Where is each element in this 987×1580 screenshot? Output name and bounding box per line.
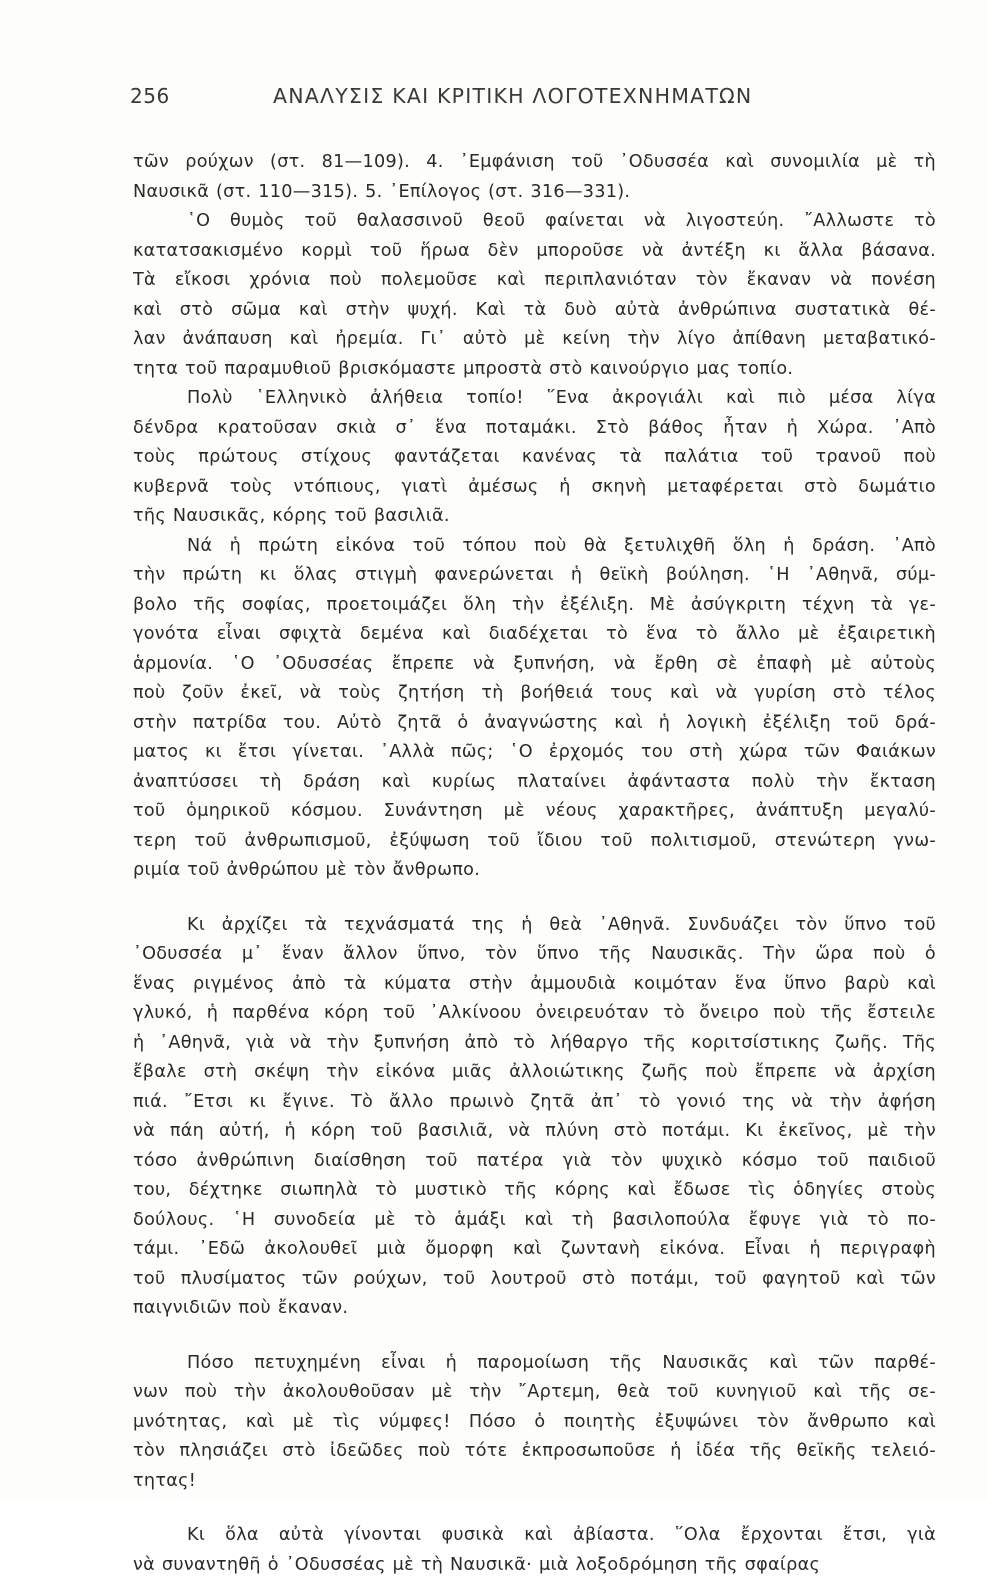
text-line: Ναυσικᾶ (στ. 110—315). 5. ᾿Επίλογος (στ. 316—331).	[133, 178, 936, 208]
text-line: ἡ ᾿Αθηνᾶ, γιὰ νὰ τὴν ξυπνήση ἀπὸ τὸ λήθαργο τῆς κοριτσίστικης ζωῆς. Τῆς	[133, 1029, 936, 1059]
body-text	[133, 148, 936, 1580]
text-line: Πόσο πετυχημένη εἶναι ἡ παρομοίωση τῆς Ναυσικᾶς καὶ τῶν παρθέ-	[133, 1349, 936, 1379]
text-line: τητα τοῦ παραμυθιοῦ βρισκόμαστε μπροστὰ στὸ καινούργιο μας τοπίο.	[133, 355, 936, 385]
text-line: ῾Ο θυμὸς τοῦ θαλασσινοῦ θεοῦ φαίνεται νὰ λιγοστεύη. ῎Αλλωστε τὸ	[133, 207, 936, 237]
paragraph	[133, 148, 936, 207]
paragraph	[133, 532, 936, 886]
text-line: τὸν πλησιάζει στὸ ἰδεῶδες ποὺ τότε ἐκπροσωποῦσε ἡ ἰδέα τῆς θεϊκῆς τελειό-	[133, 1437, 936, 1467]
text-line: Νά ἡ πρώτη εἰκόνα τοῦ τόπου ποὺ θὰ ξετυλιχθῆ ὅλη ἡ δράση. ᾿Απὸ	[133, 532, 936, 562]
text-line: ἕνας ριγμένος ἀπὸ τὰ κύματα στὴν ἀμμουδιὰ κοιμόταν ἕνα ὕπνο βαρὺ καὶ	[133, 970, 936, 1000]
text-line: ποὺ ζοῦν ἐκεῖ, νὰ τοὺς ζητήση τὴ βοήθειά τους καὶ νὰ γυρίση στὸ τέλος	[133, 679, 936, 709]
page-header	[130, 84, 800, 120]
text-line: γονότα εἶναι σφιχτὰ δεμένα καὶ διαδέχεται τὸ ἕνα τὸ ἄλλο μὲ ἐξαιρετικὴ	[133, 620, 936, 650]
text-line: λαν ἀνάπαυση καὶ ἠρεμία. Γι᾿ αὐτὸ μὲ κείνη τὴν λίγο ἀπίθανη μεταβατικό-	[133, 325, 936, 355]
paragraph	[133, 207, 936, 384]
text-line: ᾿Οδυσσέα μ᾿ ἕναν ἄλλον ὕπνο, τὸν ὕπνο τῆς Ναυσικᾶς. Τὴν ὥρα ποὺ ὁ	[133, 940, 936, 970]
text-line: πιά. ῎Ετσι κι ἔγινε. Τὸ ἄλλο πρωινὸ ζητᾶ ἀπ᾿ τὸ γονιό της νὰ τὴν ἀφήση	[133, 1088, 936, 1118]
text-line: ἔβαλε στὴ σκέψη τὴν εἰκόνα μιᾶς ἀλλοιώτικης ζωῆς ποὺ ἔπρεπε νὰ ἀρχίση	[133, 1058, 936, 1088]
text-line: ἁρμονία. ῾Ο ᾿Οδυσσέας ἔπρεπε νὰ ξυπνήση, νὰ ἔρθη σὲ ἐπαφὴ μὲ αὐτοὺς	[133, 650, 936, 680]
text-line: ἀναπτύσσει τὴ δράση καὶ κυρίως πλαταίνει ἀφάνταστα πολὺ τὴν ἔκταση	[133, 768, 936, 798]
text-line: τόσο ἀνθρώπινη διαίσθηση τοῦ πατέρα γιὰ τὸν ψυχικὸ κόσμο τοῦ παιδιοῦ	[133, 1147, 936, 1177]
paragraph	[133, 384, 936, 532]
text-line: Πολὺ ῾Ελληνικὸ ἀλήθεια τοπίο! ῞Ενα ἀκρογιάλι καὶ πιὸ μέσα λίγα	[133, 384, 936, 414]
paragraph	[133, 1521, 936, 1580]
running-title: ΑΝΑΛΥΣΙΣ ΚΑΙ ΚΡΙΤΙΚΗ ΛΟΓΟΤΕΧΝΗΜΑΤΩΝ	[273, 84, 752, 108]
text-line: δούλους. ῾Η συνοδεία μὲ τὸ ἁμάξι καὶ τὴ βασιλοπούλα ἔφυγε γιὰ τὸ πο-	[133, 1206, 936, 1236]
text-line: τῶν ρούχων (στ. 81—109). 4. ᾿Εμφάνιση τοῦ ᾿Οδυσσέα καὶ συνομιλία μὲ τὴ	[133, 148, 936, 178]
page-number: 256	[130, 84, 170, 108]
text-line: τῆς Ναυσικᾶς, κόρης τοῦ βασιλιᾶ.	[133, 502, 936, 532]
text-line: τάμι. ᾿Εδῶ ἀκολουθεῖ μιὰ ὄμορφη καὶ ζωντανὴ εἰκόνα. Εἶναι ἡ περιγραφὴ	[133, 1235, 936, 1265]
text-line: ματος κι ἔτσι γίνεται. ᾿Αλλὰ πῶς; ῾Ο ἐρχομός του στὴ χώρα τῶν Φαιάκων	[133, 738, 936, 768]
text-line: τητας!	[133, 1467, 936, 1497]
text-line: νων ποὺ τὴν ἀκολουθοῦσαν μὲ τὴν ῎Αρτεμη, θεὰ τοῦ κυνηγιοῦ καὶ τῆς σε-	[133, 1378, 936, 1408]
text-line: βολο τῆς σοφίας, προετοιμάζει ὅλη τὴν ἐξέλιξη. Μὲ ἀσύγκριτη τέχνη τὰ γε-	[133, 591, 936, 621]
text-line: του, δέχτηκε σιωπηλὰ τὸ μυστικὸ τῆς κόρης καὶ ἔδωσε τὶς ὁδηγίες στοὺς	[133, 1176, 936, 1206]
text-line: στὴν πατρίδα του. Αὐτὸ ζητᾶ ὁ ἀναγνώστης καὶ ἡ λογικὴ ἐξέλιξη τοῦ δρά-	[133, 709, 936, 739]
text-line: μνότητας, καὶ μὲ τὶς νύμφες! Πόσο ὁ ποιητὴς ἐξυψώνει τὸν ἄνθρωπο καὶ	[133, 1408, 936, 1438]
text-line: δένδρα κρατοῦσαν σκιὰ σ᾿ ἕνα ποταμάκι. Στὸ βάθος ἦταν ἡ Χώρα. ᾿Απὸ	[133, 414, 936, 444]
text-line: τερη τοῦ ἀνθρωπισμοῦ, ἐξύψωση τοῦ ἴδιου τοῦ πολιτισμοῦ, στενώτερη γνω-	[133, 827, 936, 857]
text-line: Κι ἀρχίζει τὰ τεχνάσματά της ἡ θεὰ ᾿Αθηνᾶ. Συνδυάζει τὸν ὕπνο τοῦ	[133, 911, 936, 941]
text-line: παιγνιδιῶν ποὺ ἔκαναν.	[133, 1294, 936, 1324]
text-line: ριμία τοῦ ἀνθρώπου μὲ τὸν ἄνθρωπο.	[133, 856, 936, 886]
text-line: νὰ συναντηθῆ ὁ ᾿Οδυσσέας μὲ τὴ Ναυσικᾶ· μιὰ λοξοδρόμηση τῆς σφαίρας	[133, 1551, 936, 1580]
text-line: καὶ στὸ σῶμα καὶ στὴν ψυχή. Καὶ τὰ δυὸ αὐτὰ ἀνθρώπινα συστατικὰ θέ-	[133, 296, 936, 326]
paragraph	[133, 1349, 936, 1497]
text-line: γλυκό, ἡ παρθένα κόρη τοῦ ᾿Αλκίνοου ὀνειρευόταν τὸ ὄνειρο ποὺ τῆς ἔστειλε	[133, 999, 936, 1029]
text-line: Τὰ εἴκοσι χρόνια ποὺ πολεμοῦσε καὶ περιπλανιόταν τὸν ἔκαναν νὰ πονέση	[133, 266, 936, 296]
text-line: κυβερνᾶ τοὺς ντόπιους, γιατὶ ἀμέσως ἡ σκηνὴ μεταφέρεται στὸ δωμάτιο	[133, 473, 936, 503]
text-line: τοῦ ὁμηρικοῦ κόσμου. Συνάντηση μὲ νέους χαρακτῆρες, ἀνάπτυξη μεγαλύ-	[133, 797, 936, 827]
text-line: τοὺς πρώτους στίχους φαντάζεται κανένας τὰ παλάτια τοῦ τρανοῦ ποὺ	[133, 443, 936, 473]
paragraph	[133, 911, 936, 1324]
text-line: κατατσακισμένο κορμὶ τοῦ ἥρωα δὲν μποροῦσε νὰ ἀντέξη κι ἄλλα βάσανα.	[133, 237, 936, 267]
text-line: τὴν πρώτη κι ὅλας στιγμὴ φανερώνεται ἡ θεϊκὴ βούληση. ῾Η ᾿Αθηνᾶ, σύμ-	[133, 561, 936, 591]
text-line: Κι ὅλα αὐτὰ γίνονται φυσικὰ καὶ ἀβίαστα. ῞Ολα ἔρχονται ἔτσι, γιὰ	[133, 1521, 936, 1551]
text-line: τοῦ πλυσίματος τῶν ρούχων, τοῦ λουτροῦ στὸ ποτάμι, τοῦ φαγητοῦ καὶ τῶν	[133, 1265, 936, 1295]
text-line: νὰ πάη αὐτή, ἡ κόρη τοῦ βασιλιᾶ, νὰ πλύνη στὸ ποτάμι. Κι ἐκεῖνος, μὲ τὴν	[133, 1117, 936, 1147]
